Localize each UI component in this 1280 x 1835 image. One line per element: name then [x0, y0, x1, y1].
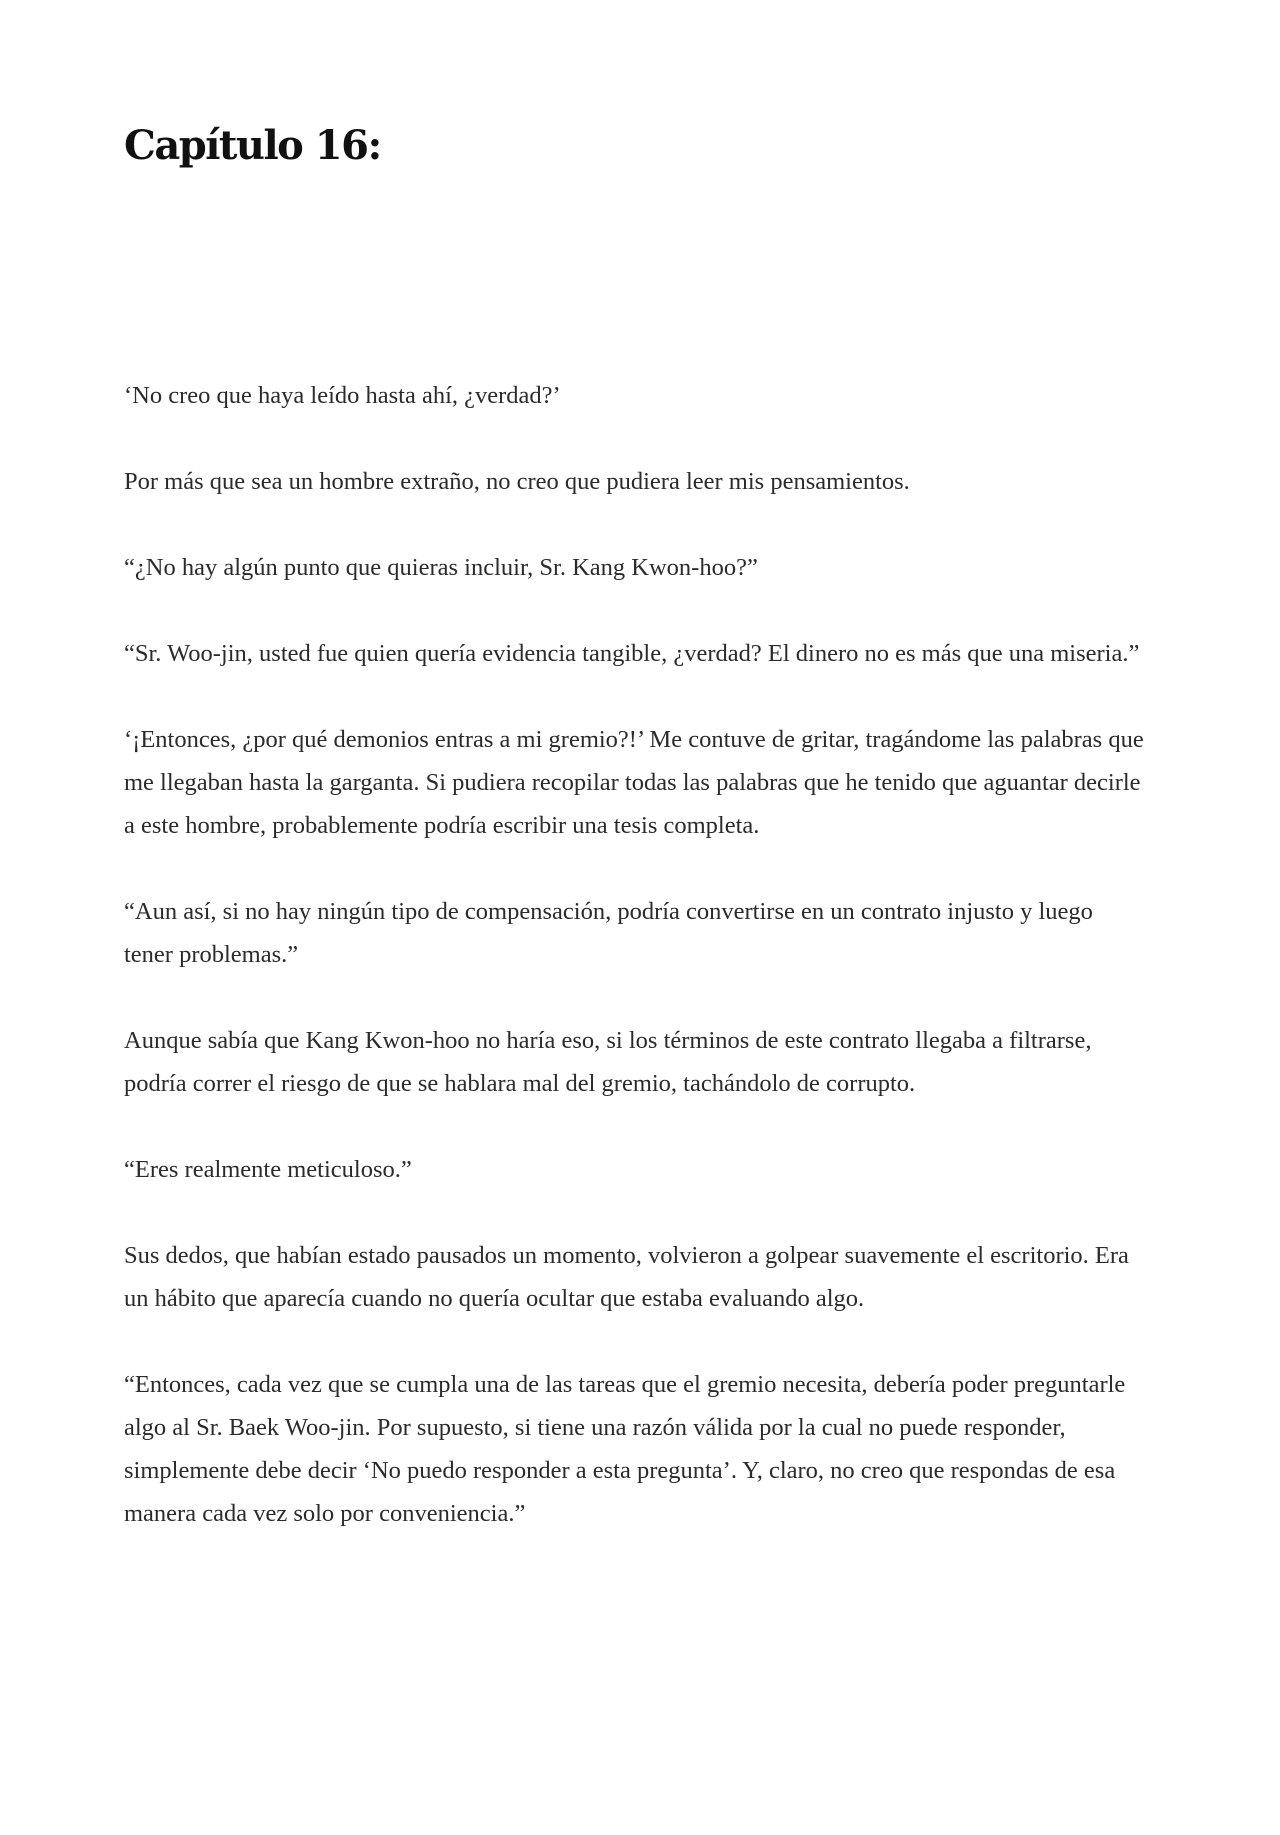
paragraph: ‘¡Entonces, ¿por qué demonios entras a mi gremio?!’ Me contuve de gritar, tragándome las palabras que me llegaban hasta la garganta. Si pudiera recopilar todas las palabras que he tenido que aguantar decirle a este hombre, probablemente podría escribir una tesis completa. [124, 726, 1144, 839]
chapter-title: Capítulo 16: [124, 122, 381, 169]
paragraph: “Entonces, cada vez que se cumpla una de las tareas que el gremio necesita, debería poder preguntarle algo al Sr. Baek Woo-jin. Por supuesto, si tiene una razón válida por la cual no puede responder, simplemente debe decir ‘No puedo responder a esta pregunta’. Y, claro, no creo que respondas de esa manera cada vez solo por conveniencia.” [124, 1371, 1126, 1527]
paragraph: “¿No hay algún punto que quieras incluir, Sr. Kang Kwon-hoo?” [124, 554, 758, 581]
paragraph: ‘No creo que haya leído hasta ahí, ¿verdad?’ [124, 382, 561, 409]
paragraph: “Aun así, si no hay ningún tipo de compensación, podría convertirse en un contrato injusto y luego tener problemas.” [124, 898, 1093, 968]
paragraph: Sus dedos, que habían estado pausados un momento, volvieron a golpear suavemente el escritorio. Era un hábito que aparecía cuando no quería ocultar que estaba evaluando algo. [124, 1242, 1129, 1312]
paragraph: “Eres realmente meticuloso.” [124, 1156, 412, 1183]
chapter-body [124, 374, 1144, 1578]
paragraph: “Sr. Woo-jin, usted fue quien quería evidencia tangible, ¿verdad? El dinero no es más que una miseria.” [124, 640, 1140, 667]
paragraph: Aunque sabía que Kang Kwon-hoo no haría eso, si los términos de este contrato llegaba a filtrarse, podría correr el riesgo de que se hablara mal del gremio, tachándolo de corrupto. [124, 1027, 1092, 1097]
paragraph: Por más que sea un hombre extraño, no creo que pudiera leer mis pensamientos. [124, 468, 910, 495]
